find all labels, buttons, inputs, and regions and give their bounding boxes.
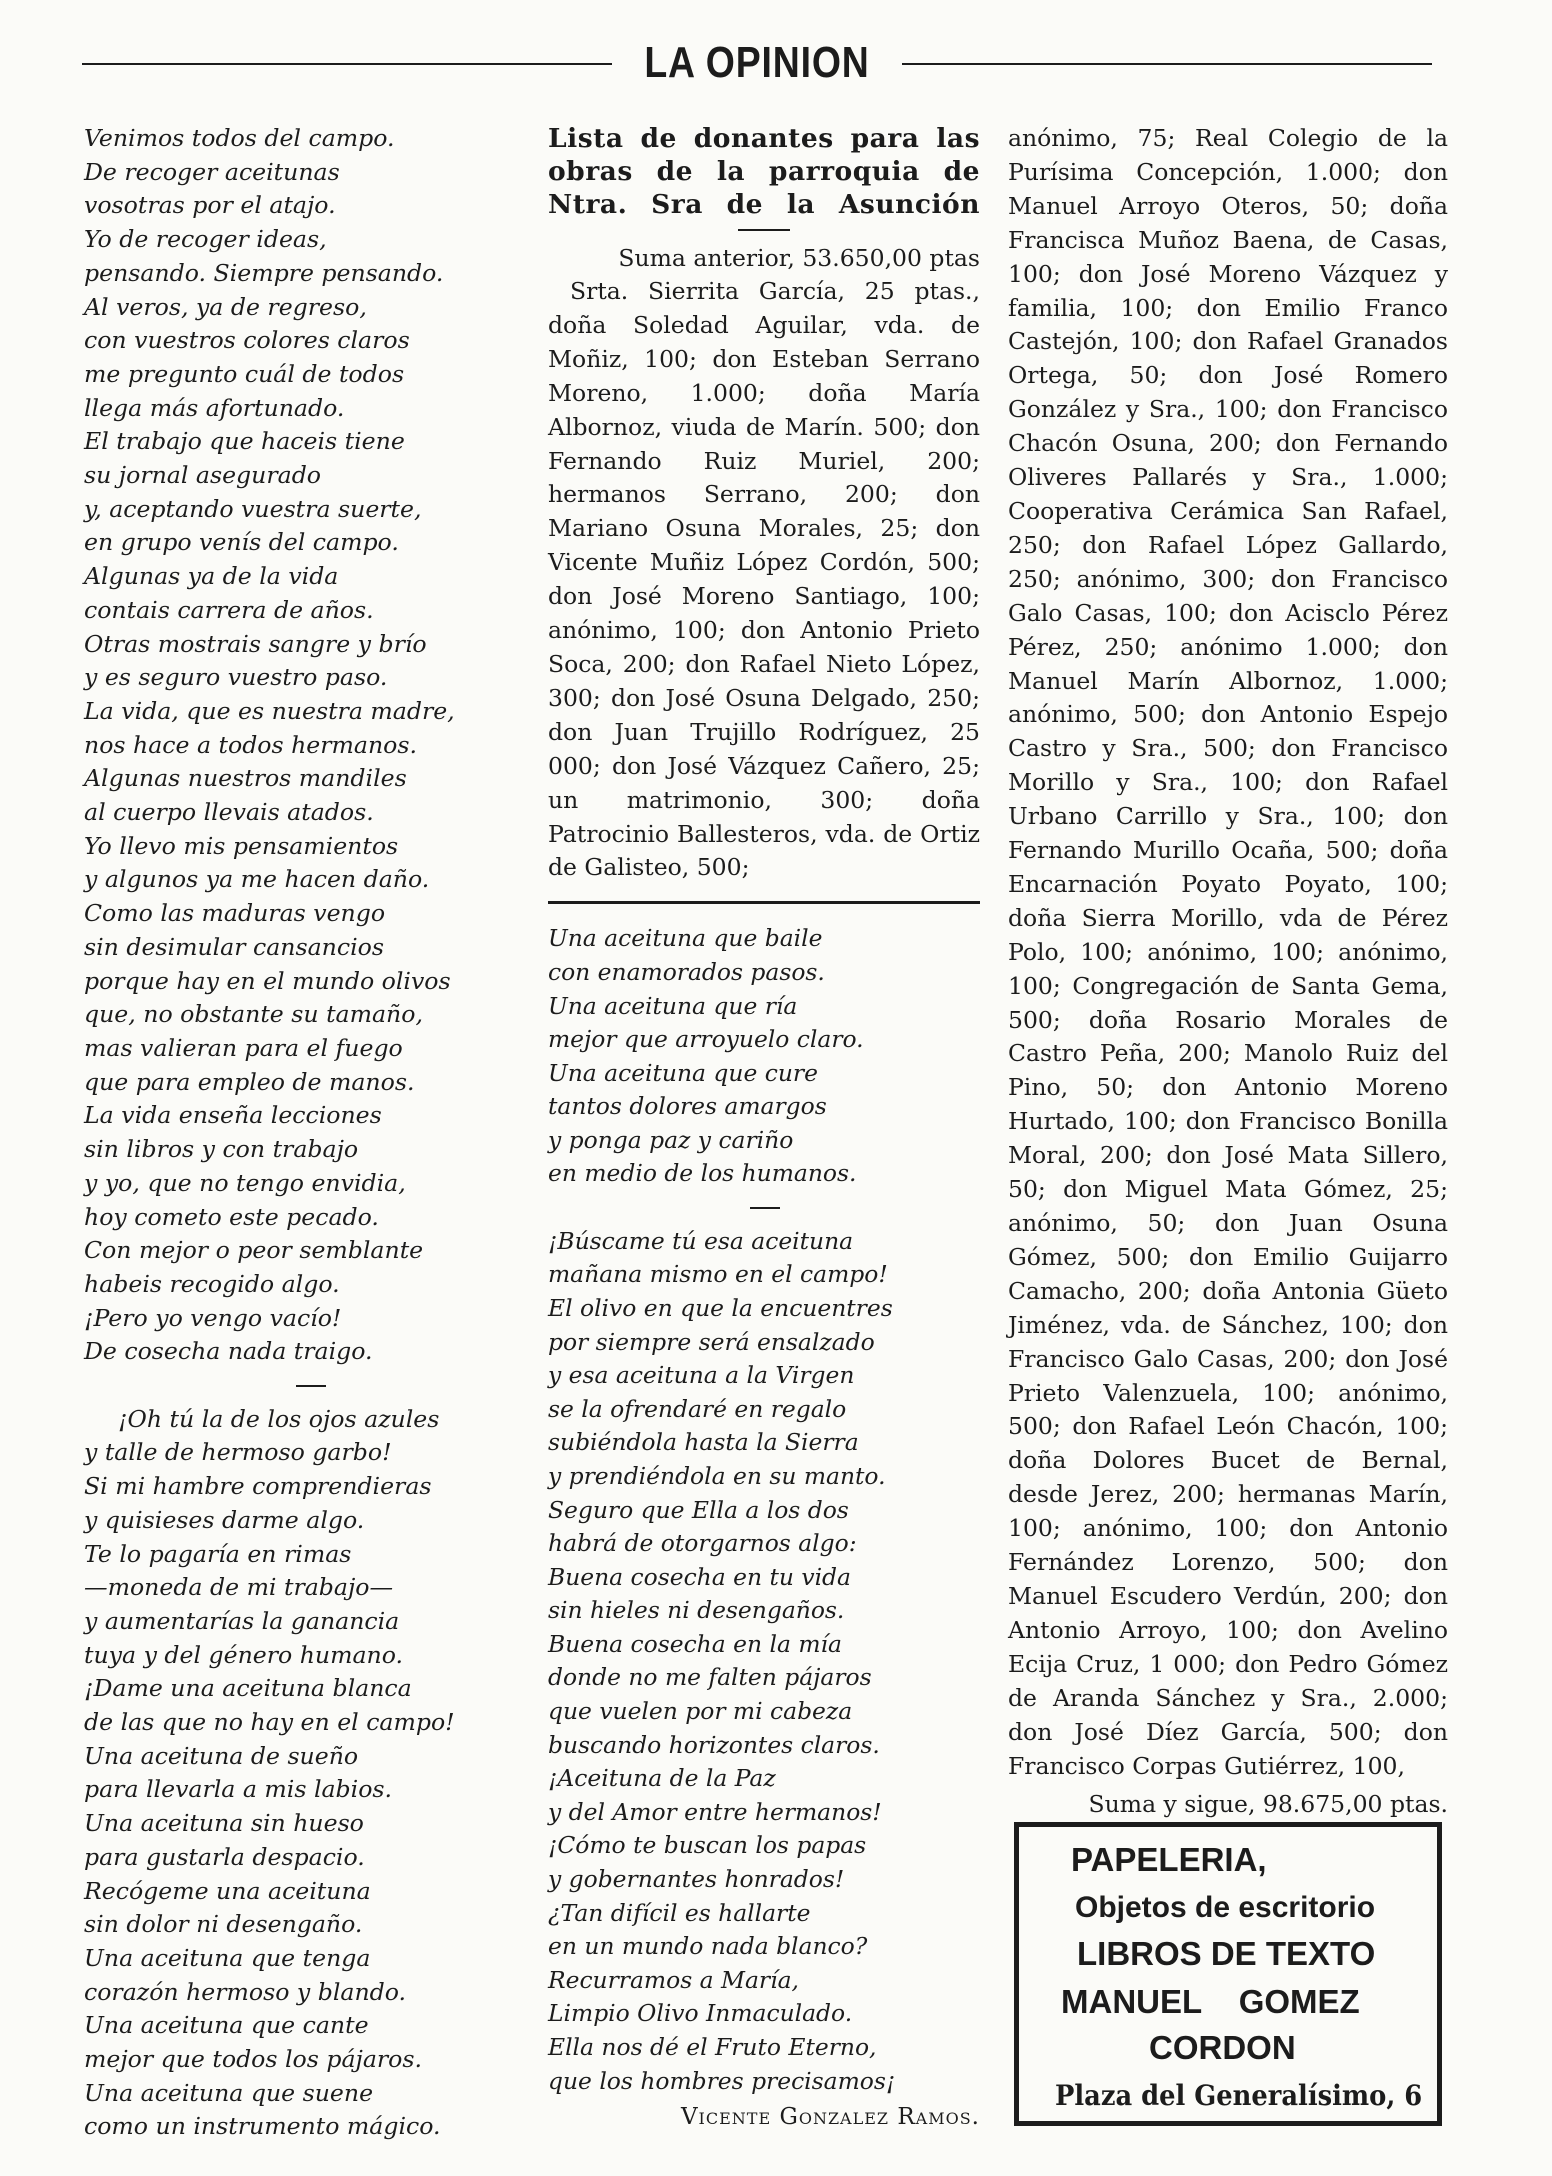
poem-line: El trabajo que haceis tiene: [84, 427, 405, 456]
stationery-advertisement: [1014, 1822, 1442, 2126]
poem-line: como un instrumento mágico.: [84, 2112, 441, 2141]
stanza-divider: [548, 1191, 980, 1225]
poem-line: y, aceptando vuestra suerte,: [84, 494, 422, 523]
poem-line: Una aceituna que suene: [84, 2078, 374, 2107]
masthead-rule-right: [902, 63, 1432, 65]
poem-line: subiéndola hasta la Sierra: [548, 1428, 859, 1457]
ad-line-address: Plaza del Generalísimo, 6: [1055, 2079, 1423, 2112]
poem-line: ¡Aceituna de la Paz: [548, 1764, 776, 1793]
poem-line: ¡Oh tú la de los ojos azules: [118, 1404, 440, 1433]
poem-line: que los hombres precisamos¡: [548, 2066, 896, 2095]
poem-line: al cuerpo llevais atados.: [84, 798, 374, 827]
middle-column: [548, 122, 980, 2134]
poem-line: vosotras por el atajo.: [84, 191, 336, 220]
poem-line: hoy cometo este pecado.: [84, 1202, 379, 1231]
poem-line: Te lo pagaría en rimas: [84, 1539, 352, 1568]
poem-line: y algunos ya me hacen daño.: [84, 865, 430, 894]
poem-line: El olivo en que la encuentres: [548, 1293, 893, 1322]
donor-list-title: Lista de donantes para las obras de la parroquia de Ntra. Sra de la Asunción: [548, 123, 980, 220]
poem-line: De cosecha nada traigo.: [84, 1337, 373, 1366]
poem-line: habrá de otorgarnos algo:: [548, 1529, 857, 1558]
middle-poem: [548, 922, 980, 2098]
poem-line: ¡Pero yo vengo vacío!: [84, 1303, 342, 1332]
donor-list-text-part-2: anónimo, 75; Real Colegio de la Purísima Concepción, 1.000; don Manuel Arroyo Oteros, 50; doña Francisca Muñoz Baena, de Casas, 100; don José Moreno Vázquez y familia, 100; don Emilio Franco Castejón, 100; don Rafael Granados Ortega, 50; don José Romero González y Sra., 100; don Francisco Chacón Osuna, 200; don Fernando Oliveres Pallarés y Sra., 1.000; Cooperativa Cerámica San Rafael, 250; don Rafael López Gallardo, 250; anónimo, 300; don Francisco Galo Casas, 100; don Acisclo Pérez Pérez, 250; anónimo 1.000; don Manuel Marín Albornoz, 1.000; anónimo, 500; don Antonio Espejo Castro y Sra., 500; don Francisco Morillo y Sra., 100; don Rafael Urbano Carrillo y Sra., 100; don Fernando Murillo Ocaña, 500; doña Encarnación Poyato Poyato, 100; doña Sierra Morillo, vda de Pérez Polo, 100; anónimo, 100; anónimo, 100; Congregación de Santa Gema, 500; doña Rosario Morales de Castro Peña, 200; Manolo Ruiz del Pino, 50; don Antonio Moreno Hurtado, 100; don Francisco Bonilla Moral, 200; don José Mata Sillero, 50; don Miguel Mata Gómez, 25; anónimo, 50; don Juan Osuna Gómez, 500; don Emilio Guijarro Camacho, 200; doña Antonia Güeto Jiménez, vda. de Sánchez, 100; don Francisco Galo Casas, 200; don José Prieto Valenzuela, 100; anónimo, 500; don Rafael León Chacón, 100; doña Dolores Bucet de Bernal, desde Jerez, 200; hermanas Marín, 100; anónimo, 100; don Antonio Fernández Lorenzo, 500; don Manuel Escudero Verdún, 200; don Antonio Arroyo, 100; don Avelino Ecija Cruz, 1 000; don Pedro Gómez de Aranda Sánchez y Sra., 2.000; don José Díez García, 500; don Francisco Corpas Gutiérrez, 100,: [1008, 124, 1448, 1780]
masthead: [82, 38, 1432, 94]
poem-line: Una aceituna que cante: [84, 2011, 369, 2040]
poem-line: en medio de los humanos.: [548, 1159, 857, 1188]
poem-line: —moneda de mi trabajo—: [84, 1573, 394, 1602]
suma-anterior: Suma anterior, 53.650,00 ptas: [618, 244, 980, 272]
poem-line: Una aceituna que tenga: [84, 1943, 371, 1972]
poem-line: que vuelen por mi cabeza: [548, 1697, 853, 1726]
left-poem-stanza-1: [84, 122, 484, 1369]
poem-line: Al veros, ya de regreso,: [84, 292, 367, 321]
middle-poem-stanza-1: [548, 922, 980, 1191]
poem-line: Yo llevo mis pensamientos: [84, 831, 399, 860]
poem-line: y del Amor entre hermanos!: [548, 1797, 882, 1826]
poem-line: Como las maduras vengo: [84, 899, 386, 928]
poem-line: y talle de hermoso garbo!: [84, 1438, 392, 1467]
poem-line: y yo, que no tengo envidia,: [84, 1168, 406, 1197]
ad-line-owner-surname: CORDON: [1149, 2029, 1296, 2066]
poem-line: y quisieses darme algo.: [84, 1505, 365, 1534]
poem-line: Recurramos a María,: [548, 1965, 799, 1994]
poem-line: y gobernantes honrados!: [548, 1865, 845, 1894]
poem-line: Ella nos dé el Fruto Eterno,: [548, 2033, 877, 2061]
middle-poem-stanza-2: [548, 1225, 980, 2098]
poem-line: que, no obstante su tamaño,: [84, 1000, 423, 1029]
poem-line: Venimos todos del campo.: [84, 124, 395, 152]
poem-line: Limpio Olivo Inmaculado.: [548, 1999, 853, 2028]
poem-line: con enamorados pasos.: [548, 957, 825, 986]
poem-line: en grupo venís del campo.: [84, 528, 399, 557]
poem-line: se la ofrendaré en regalo: [548, 1394, 847, 1423]
poem-line: De recoger aceitunas: [84, 157, 340, 186]
poem-line: sin desimular cansancios: [84, 932, 384, 961]
poem-line: La vida, que es nuestra madre,: [84, 696, 455, 725]
poem-line: su jornal asegurado: [84, 461, 321, 490]
poem-line: y es seguro vuestro paso.: [84, 663, 388, 692]
poem-line: buscando horizontes claros.: [548, 1730, 880, 1759]
poem-line: porque hay en el mundo olivos: [84, 966, 451, 995]
poem-line: pensando. Siempre pensando.: [84, 258, 444, 287]
ad-line-owner-name: MANUEL GOMEZ: [1061, 1983, 1360, 2020]
poem-line: Una aceituna que cure: [548, 1058, 818, 1087]
title-separator: [738, 229, 790, 231]
poem-line: Algunas ya de la vida: [84, 562, 339, 591]
poem-line: para gustarla despacio.: [84, 1842, 365, 1871]
poem-line: habeis recogido algo.: [84, 1269, 340, 1298]
poem-line: en un mundo nada blanco?: [548, 1932, 868, 1961]
poem-line: tuya y del género humano.: [84, 1640, 404, 1669]
poem-line: Yo de recoger ideas,: [84, 225, 327, 254]
poem-line: mejor que arroyuelo claro.: [548, 1025, 864, 1054]
poem-line: tantos dolores amargos: [548, 1092, 827, 1121]
poem-line: y esa aceituna a la Virgen: [548, 1361, 855, 1390]
donor-list-text-part-1: Srta. Sierrita García, 25 ptas., doña Soledad Aguilar, vda. de Moñiz, 100; don Esteban Serrano Moreno, 1.000; doña María Albornoz, viuda de Marín. 500; don Fernando Ruiz Muriel, 200; hermanos Serrano, 200; don Mariano Osuna Morales, 25; don Vicente Muñiz López Cordón, 500; don José Moreno Santiago, 100; anónimo, 100; don Antonio Prieto Soca, 200; don Rafael Nieto López, 300; don José Osuna Delgado, 250; don Juan Trujillo Rodríguez, 25 000; don José Vázquez Cañero, 25; un matrimonio, 300; doña Patrocinio Ballesteros, vda. de Ortiz de Galisteo, 500;: [548, 277, 980, 882]
poem-line: Algunas nuestros mandiles: [84, 764, 407, 793]
left-poem-stanza-2: [84, 1403, 484, 2144]
poem-line: y ponga paz y cariño: [548, 1125, 794, 1154]
poem-line: por siempre será ensalzado: [548, 1327, 875, 1356]
poem-line: La vida enseña lecciones: [84, 1101, 382, 1130]
section-rule: [548, 901, 980, 904]
poem-line: corazón hermoso y blando.: [84, 1977, 407, 2006]
poem-line: ¡Dame una aceituna blanca: [84, 1674, 412, 1703]
poem-line: Buena cosecha en tu vida: [548, 1562, 851, 1591]
poem-line: sin dolor ni desengaño.: [84, 1910, 363, 1939]
poem-line: Una aceituna que baile: [548, 924, 823, 953]
poem-line: ¡Cómo te buscan los papas: [548, 1831, 867, 1860]
poem-line: Una aceituna que ría: [548, 991, 798, 1020]
poem-line: nos hace a todos hermanos.: [84, 730, 417, 759]
poem-line: sin hieles ni desengaños.: [548, 1596, 845, 1625]
poem-line: llega más afortunado.: [84, 393, 345, 422]
masthead-rule-left: [82, 63, 612, 65]
poem-line: ¡Búscame tú esa aceituna: [548, 1226, 854, 1255]
poem-line: Una aceituna de sueño: [84, 1741, 359, 1770]
poem-line: mas valieran para el fuego: [84, 1033, 403, 1062]
poem-line: Seguro que Ella a los dos: [548, 1495, 849, 1524]
poem-line: Buena cosecha en la mía: [548, 1629, 842, 1658]
poem-line: y prendiéndola en su manto.: [548, 1461, 886, 1490]
poem-line: con vuestros colores claros: [84, 326, 410, 355]
poem-line: donde no me falten pájaros: [548, 1663, 872, 1692]
left-poem-column: [84, 122, 484, 2144]
poem-line: para llevarla a mis labios.: [84, 1775, 393, 1804]
right-column: [1008, 122, 1448, 1821]
ad-line-papeleria: PAPELERIA,: [1071, 1841, 1267, 1878]
poem-line: contais carrera de años.: [84, 595, 374, 624]
stanza-divider: [84, 1369, 484, 1403]
poem-line: mejor que todos los pájaros.: [84, 2045, 422, 2074]
ad-line-libros: LIBROS DE TEXTO: [1077, 1935, 1376, 1972]
poem-line: Recógeme una aceituna: [84, 1876, 371, 1905]
poem-line: ¿Tan difícil es hallarte: [548, 1898, 811, 1927]
poem-line: sin libros y con trabajo: [84, 1135, 359, 1164]
poem-line: que para empleo de manos.: [84, 1067, 415, 1096]
suma-y-sigue: Suma y sigue, 98.675,00 ptas.: [1088, 1790, 1448, 1819]
poem-line: me pregunto cuál de todos: [84, 359, 405, 388]
poem-line: Una aceituna sin hueso: [84, 1809, 364, 1838]
newspaper-title: LA OPINION: [644, 38, 870, 87]
poem-line: Con mejor o peor semblante: [84, 1236, 424, 1265]
poem-author-signature: Vicente Gonzalez Ramos.: [680, 2104, 980, 2131]
ad-line-objetos: Objetos de escritorio: [1075, 1891, 1376, 1924]
poem-line: Si mi hambre comprendieras: [84, 1472, 432, 1501]
poem-line: Otras mostrais sangre y brío: [84, 629, 427, 658]
poem-line: y aumentarías la ganancia: [84, 1606, 400, 1635]
poem-line: mañana mismo en el campo!: [548, 1260, 888, 1289]
poem-line: de las que no hay en el campo!: [84, 1708, 455, 1737]
